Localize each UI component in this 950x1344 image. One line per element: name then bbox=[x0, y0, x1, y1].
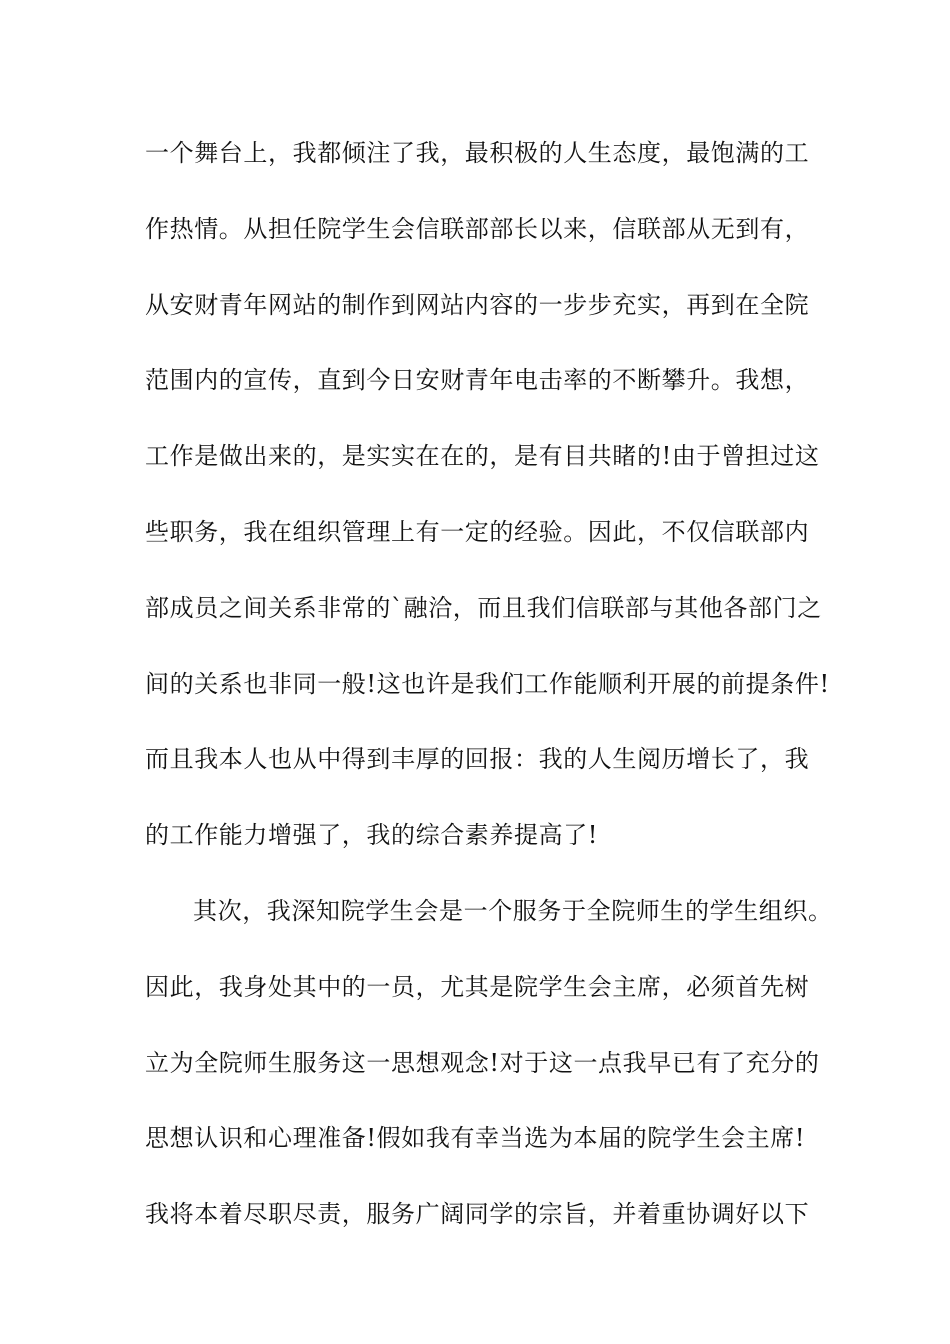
text-line-5: 工作是做出来的，是实实在在的，是有目共睹的!由于曾担过这 bbox=[145, 442, 820, 471]
text-line-12: 因此，我身处其中的一员，尤其是院学生会主席，必须首先树 bbox=[145, 972, 810, 1001]
text-line-13: 立为全院师生服务这一思想观念!对于这一点我早已有了充分的 bbox=[145, 1048, 820, 1077]
paragraph-start-line: 其次，我深知院学生会是一个服务于全院师生的学生组织。 bbox=[193, 896, 833, 925]
body-text bbox=[145, 127, 833, 1264]
text-line-10: 的工作能力增强了，我的综合素养提高了! bbox=[145, 821, 599, 850]
text-line-9: 而且我本人也从中得到丰厚的回报：我的人生阅历增长了，我 bbox=[145, 745, 810, 774]
text-line-2: 作热情。从担任院学生会信联部部长以来，信联部从无到有， bbox=[145, 214, 810, 243]
text-line-8: 间的关系也非同一般!这也许是我们工作能顺利开展的前提条件! bbox=[145, 669, 830, 698]
text-line-6: 些职务，我在组织管理上有一定的经验。因此，不仅信联部内 bbox=[145, 517, 810, 546]
text-line-3: 从安财青年网站的制作到网站内容的一步步充实，再到在全院 bbox=[145, 290, 810, 319]
text-line-14: 思想认识和心理准备!假如我有幸当选为本届的院学生会主席! bbox=[145, 1124, 806, 1153]
text-line-15: 我将本着尽职尽责，服务广阔同学的宗旨，并着重协调好以下 bbox=[145, 1200, 810, 1229]
text-line-7: 部成员之间关系非常的`融洽，而且我们信联部与其他各部门之 bbox=[145, 593, 822, 622]
text-line-1: 一个舞台上，我都倾注了我，最积极的人生态度，最饱满的工 bbox=[145, 139, 810, 167]
text-line-4: 范围内的宣传，直到今日安财青年电击率的不断攀升。我想， bbox=[145, 366, 810, 395]
